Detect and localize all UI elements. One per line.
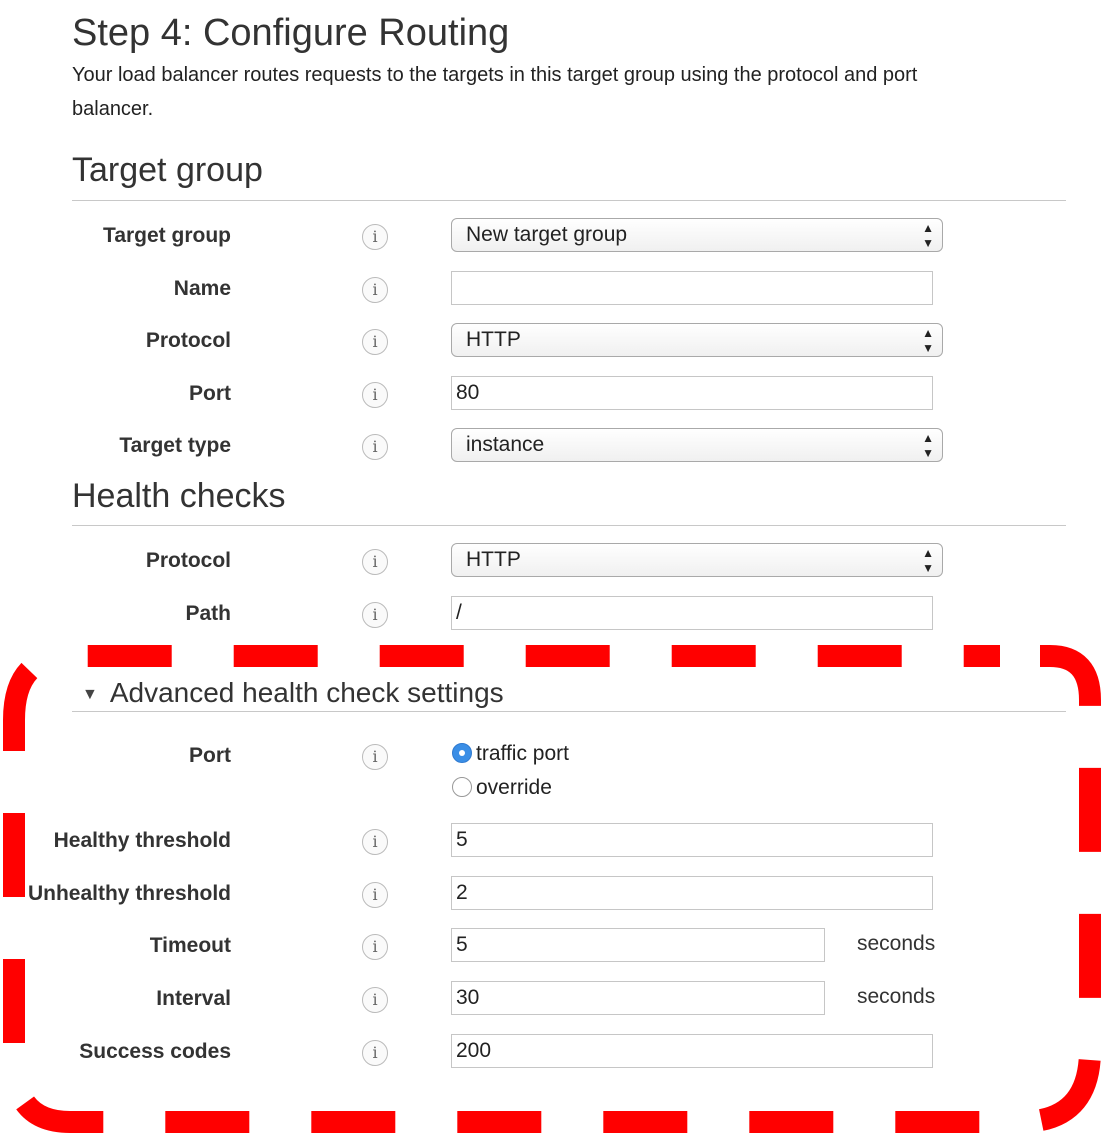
info-icon[interactable]: i: [362, 882, 388, 908]
advanced-settings-toggle[interactable]: [82, 675, 504, 711]
info-icon[interactable]: i: [362, 829, 388, 855]
info-icon[interactable]: i: [362, 1040, 388, 1066]
name-input[interactable]: [451, 271, 933, 305]
traffic-port-option[interactable]: [452, 738, 569, 770]
health-protocol-select-value: HTTP: [466, 548, 521, 571]
name-label: Name: [173, 277, 231, 300]
interval-label: Interval: [156, 987, 231, 1010]
protocol-select[interactable]: [451, 323, 943, 357]
port-row: [0, 376, 1000, 412]
target-type-select-value: instance: [466, 433, 545, 456]
health-protocol-row: [0, 543, 1000, 579]
healthy-threshold-input[interactable]: 5: [451, 823, 933, 857]
health-protocol-select[interactable]: [451, 543, 943, 577]
unhealthy-threshold-label: Unhealthy threshold: [27, 882, 231, 905]
info-icon[interactable]: i: [362, 329, 388, 355]
health-protocol-label: Protocol: [145, 549, 231, 572]
name-row: [0, 271, 1000, 307]
target-type-label: Target type: [119, 434, 231, 457]
health-checks-heading: Health checks: [72, 477, 286, 515]
intro-text-continued: balancer.: [72, 98, 154, 120]
port-input[interactable]: 80: [451, 376, 933, 410]
path-input[interactable]: /: [451, 596, 933, 630]
override-label: override: [476, 776, 552, 799]
unhealthy-threshold-input[interactable]: 2: [451, 876, 933, 910]
up-down-chevron-icon: ▲ ▼: [922, 431, 934, 460]
healthy-threshold-label: Healthy threshold: [53, 829, 231, 852]
health-port-label: Port: [189, 744, 231, 767]
info-icon[interactable]: i: [362, 987, 388, 1013]
info-icon[interactable]: i: [362, 277, 388, 303]
info-icon[interactable]: i: [362, 934, 388, 960]
timeout-row: [0, 928, 1000, 964]
advanced-settings-label: Advanced health check settings: [109, 677, 504, 708]
target-type-select[interactable]: [451, 428, 943, 462]
info-icon[interactable]: i: [362, 434, 388, 460]
override-option[interactable]: [452, 772, 552, 804]
interval-input[interactable]: 30: [451, 981, 825, 1015]
radio-selected-icon[interactable]: [452, 743, 472, 763]
target-group-label: Target group: [103, 224, 231, 247]
section-divider: [72, 711, 1066, 712]
intro-text: Your load balancer routes requests to the targets in this target group using the protocol and port: [72, 64, 918, 86]
path-label: Path: [185, 602, 231, 625]
up-down-chevron-icon: ▲ ▼: [922, 546, 934, 575]
timeout-unit: seconds: [857, 932, 936, 955]
protocol-select-value: HTTP: [466, 328, 521, 351]
success-codes-input[interactable]: 200: [451, 1034, 933, 1068]
info-icon[interactable]: i: [362, 549, 388, 575]
info-icon[interactable]: i: [362, 382, 388, 408]
target-group-heading: Target group: [72, 151, 263, 189]
page-title: Step 4: Configure Routing: [72, 12, 510, 54]
healthy-threshold-row: [0, 823, 1000, 859]
interval-row: [0, 981, 1000, 1017]
caret-down-icon: ▼: [82, 685, 98, 703]
info-icon[interactable]: i: [362, 224, 388, 250]
success-codes-label: Success codes: [79, 1040, 231, 1063]
target-group-select[interactable]: [451, 218, 943, 252]
up-down-chevron-icon: ▲ ▼: [922, 326, 934, 355]
timeout-label: Timeout: [149, 934, 231, 957]
up-down-chevron-icon: ▲ ▼: [922, 221, 934, 250]
info-icon[interactable]: i: [362, 744, 388, 770]
timeout-input[interactable]: 5: [451, 928, 825, 962]
unhealthy-threshold-row: [0, 876, 1000, 912]
port-label: Port: [189, 382, 231, 405]
info-icon[interactable]: i: [362, 602, 388, 628]
protocol-label: Protocol: [145, 329, 231, 352]
section-divider: [72, 200, 1066, 201]
target-group-row: [0, 218, 1000, 254]
section-divider: [72, 525, 1066, 526]
target-type-row: [0, 428, 1000, 464]
traffic-port-label: traffic port: [476, 742, 569, 765]
target-group-select-value: New target group: [466, 223, 628, 246]
protocol-row: [0, 323, 1000, 359]
interval-unit: seconds: [857, 985, 936, 1008]
path-row: [0, 596, 1000, 632]
success-codes-row: [0, 1034, 1000, 1070]
radio-unselected-icon[interactable]: [452, 777, 472, 797]
